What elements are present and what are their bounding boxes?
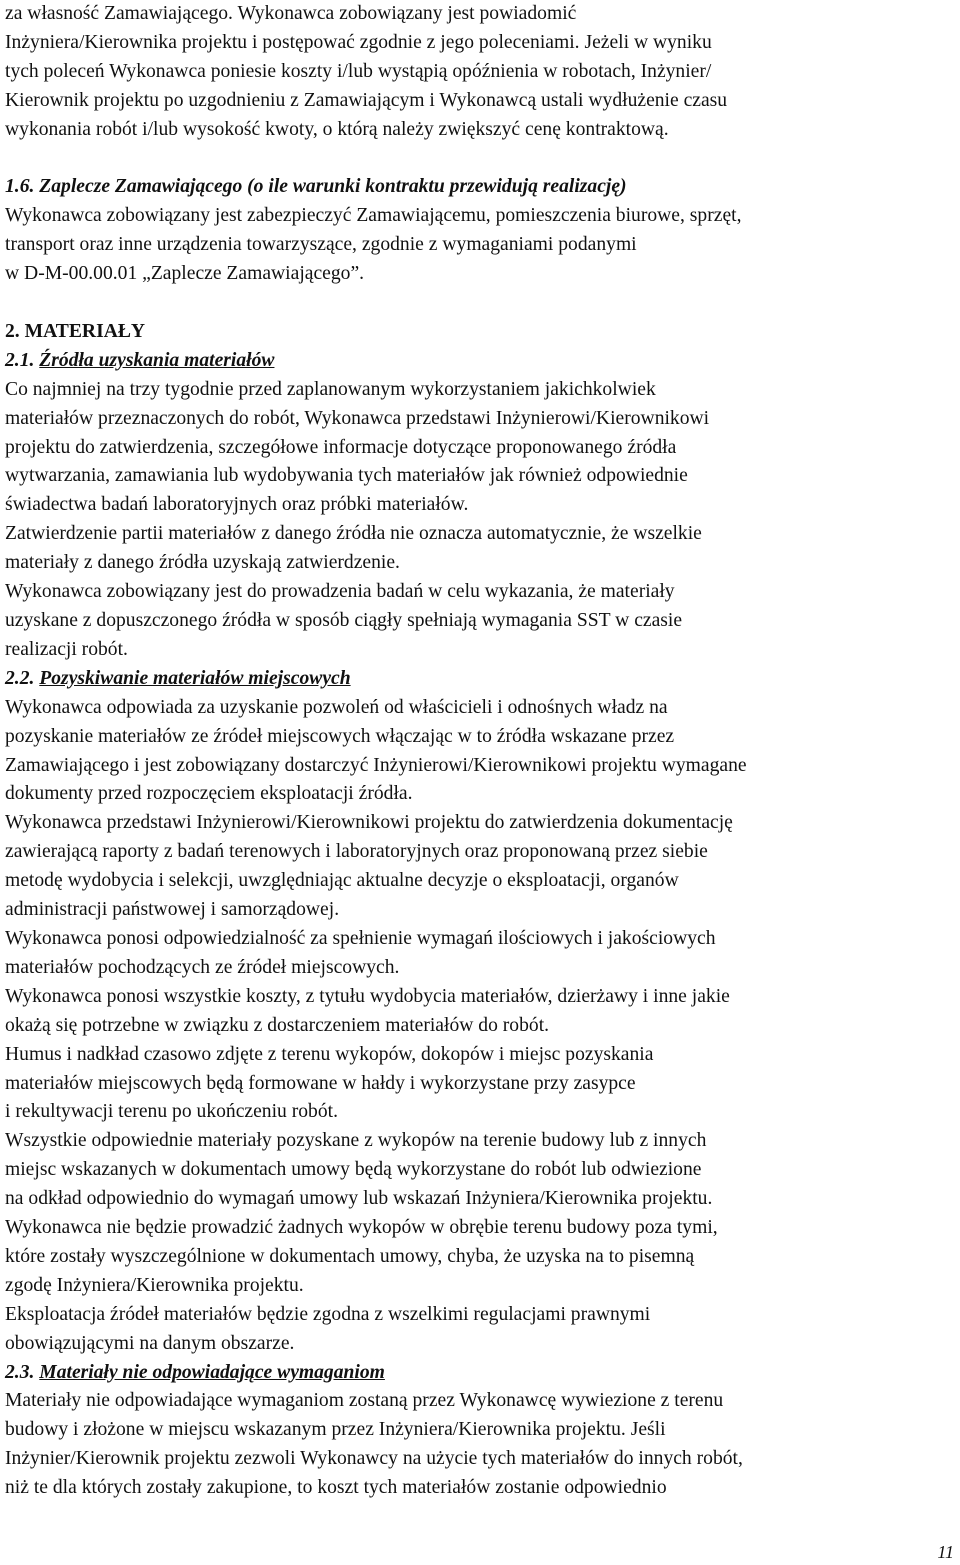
text-line: Wykonawca ponosi wszystkie koszty, z tytułu wydobycia materiałów, dzierżawy i inne jakie [5, 985, 730, 1007]
text-line: materiałów przeznaczonych do robót, Wykonawca przedstawi Inżynierowi/Kierownikowi [5, 407, 710, 429]
text-line: na odkład odpowiednio do wymagań umowy lub wskazań Inżyniera/Kierownika projektu. [5, 1188, 713, 1210]
section-heading-2 [5, 318, 957, 347]
spacer [5, 145, 957, 174]
text-line: Kierownik projektu po uzgodnieniu z Zamawiającym i Wykonawcą ustali wydłużenie czasu [5, 89, 728, 111]
section-2-2-paragraph [5, 1041, 957, 1128]
section-number: 2.1. [5, 349, 35, 371]
section-2-2-paragraph [5, 1214, 957, 1301]
text-line: okażą się potrzebne w związku z dostarczeniem materiałów do robót. [5, 1014, 550, 1036]
section-2-1-paragraph [5, 376, 957, 521]
text-line: zawierającą raporty z badań terenowych i laboratoryjnych oraz proponowaną przez siebie [5, 841, 708, 863]
section-2-2-paragraph [5, 983, 957, 1041]
text-line: dokumenty przed rozpoczęciem eksploatacji źródła. [5, 783, 413, 805]
section-heading-2-1 [5, 347, 957, 376]
section-2-3-body [5, 1387, 957, 1503]
section-title: Źródła uzyskania materiałów [39, 349, 275, 371]
text-line: materiały z danego źródła uzyskają zatwierdzenie. [5, 552, 400, 574]
text-line: Co najmniej na trzy tygodnie przed zaplanowanym wykorzystaniem jakichkolwiek [5, 378, 656, 400]
text-line: zgodę Inżyniera/Kierownika projektu. [5, 1274, 304, 1296]
section-title: Materiały nie odpowiadające wymaganiom [39, 1361, 385, 1383]
text-line: miejsc wskazanych w dokumentach umowy będą wykorzystane do robót lub odwiezione [5, 1159, 702, 1181]
document-page [5, 0, 957, 1503]
page-number: 11 [937, 1542, 954, 1562]
section-title: Pozyskiwanie materiałów miejscowych [39, 667, 351, 689]
text-line: materiałów pochodzących ze źródeł miejscowych. [5, 956, 400, 978]
spacer [5, 289, 957, 318]
section-heading-2-3 [5, 1359, 957, 1388]
text-line: niż te dla których zostały zakupione, to koszt tych materiałów zostanie odpowiednio [5, 1477, 667, 1499]
intro-paragraph [5, 0, 957, 145]
text-line: Zatwierdzenie partii materiałów z danego źródła nie oznacza automatycznie, że wszelkie [5, 523, 702, 545]
section-number: 2.3. [5, 1361, 35, 1383]
text-line: materiałów miejscowych będą formowane w hałdy i wykorzystane przy zasypce [5, 1072, 636, 1094]
text-line: świadectwa badań laboratoryjnych oraz próbki materiałów. [5, 494, 469, 516]
text-line: Wykonawca zobowiązany jest do prowadzenia badań w celu wykazania, że materiały [5, 581, 675, 603]
text-line: budowy i złożone w miejscu wskazanym przez Inżyniera/Kierownika projektu. Jeśli [5, 1419, 666, 1441]
text-line: projektu do zatwierdzenia, szczegółowe informacje dotyczące proponowanego źródła [5, 436, 677, 458]
section-2-2-paragraph [5, 1301, 957, 1359]
text-line: Wykonawca przedstawi Inżynierowi/Kierownikowi projektu do zatwierdzenia dokumentację [5, 812, 733, 834]
text-line: w D-M-00.00.01 „Zaplecze Zamawiającego”. [5, 263, 365, 285]
section-2-2-paragraph [5, 925, 957, 983]
text-line: transport oraz inne urządzenia towarzyszące, zgodnie z wymaganiami podanymi [5, 234, 637, 256]
text-line: Wykonawca odpowiada za uzyskanie pozwoleń od właścicieli i odnośnych władz na [5, 696, 668, 718]
text-line: uzyskane z dopuszczonego źródła w sposób ciągły spełniają wymagania SST w czasie [5, 610, 683, 631]
text-line: Wykonawca nie będzie prowadzić żadnych wykopów w obrębie terenu budowy poza tymi, [5, 1217, 718, 1239]
section-2-2-paragraph [5, 694, 957, 810]
section-2-2-paragraph [5, 809, 957, 925]
text-line: administracji państwowej i samorządowej. [5, 899, 340, 921]
text-line: obowiązującymi na danym obszarze. [5, 1332, 295, 1354]
section-title: MATERIAŁY [24, 320, 146, 342]
text-line: Materiały nie odpowiadające wymaganiom zostaną przez Wykonawcę wywiezione z terenu [5, 1390, 724, 1412]
text-line: pozyskanie materiałów ze źródeł miejscowych włączając w to źródła wskazane przez [5, 725, 675, 747]
section-1-6-body [5, 202, 957, 289]
section-heading-2-2 [5, 665, 957, 694]
text-line: Wykonawca ponosi odpowiedzialność za spełnienie wymagań ilościowych i jakościowych [5, 927, 716, 949]
text-line: Wykonawca zobowiązany jest zabezpieczyć Zamawiającemu, pomieszczenia biurowe, sprzęt, [5, 205, 742, 227]
section-number: 1.6. [5, 176, 35, 198]
section-2-2-paragraph [5, 1127, 957, 1214]
section-heading-1-6 [5, 173, 957, 202]
text-line: i rekultywacji terenu po ukończeniu robót. [5, 1101, 338, 1123]
section-title: Zaplecze Zamawiającego (o ile warunki kontraktu przewidują realizację) [39, 176, 627, 198]
text-line: Humus i nadkład czasowo zdjęte z terenu wykopów, dokopów i miejsc pozyskania [5, 1043, 654, 1065]
section-number: 2. [5, 320, 20, 342]
text-line: Inżyniera/Kierownika projektu i postępować zgodnie z jego poleceniami. Jeżeli w wyniku [5, 31, 712, 53]
text-line: Wszystkie odpowiednie materiały pozyskane z wykopów na terenie budowy lub z innych [5, 1130, 707, 1152]
text-line: metodę wydobycia i selekcji, uwzględniając aktualne decyzje o eksploatacji, organów [5, 870, 679, 892]
text-line: które zostały wyszczególnione w dokumentach umowy, chyba, że uzyska na to pisemną [5, 1245, 695, 1267]
text-line: Eksploatacja źródeł materiałów będzie zgodna z wszelkimi regulacjami prawnymi [5, 1303, 651, 1325]
section-2-1-paragraph [5, 520, 957, 578]
section-2-1-paragraph [5, 578, 957, 665]
section-number: 2.2. [5, 667, 35, 689]
text-line: za własność Zamawiającego. Wykonawca zobowiązany jest powiadomić [5, 3, 577, 24]
text-line: Zamawiającego i jest zobowiązany dostarczyć Inżynierowi/Kierownikowi projektu wymagane [5, 754, 747, 776]
text-line: realizacji robót. [5, 638, 128, 660]
text-line: Inżynier/Kierownik projektu zezwoli Wykonawcy na użycie tych materiałów do innych robót, [5, 1448, 743, 1470]
text-line: wykonania robót i/lub wysokość kwoty, o którą należy zwiększyć cenę kontraktową. [5, 118, 669, 140]
text-line: tych poleceń Wykonawca poniesie koszty i/lub wystąpią opóźnienia w robotach, Inżynier/ [5, 60, 712, 82]
text-line: wytwarzania, zamawiania lub wydobywania tych materiałów jak również odpowiednie [5, 465, 688, 487]
